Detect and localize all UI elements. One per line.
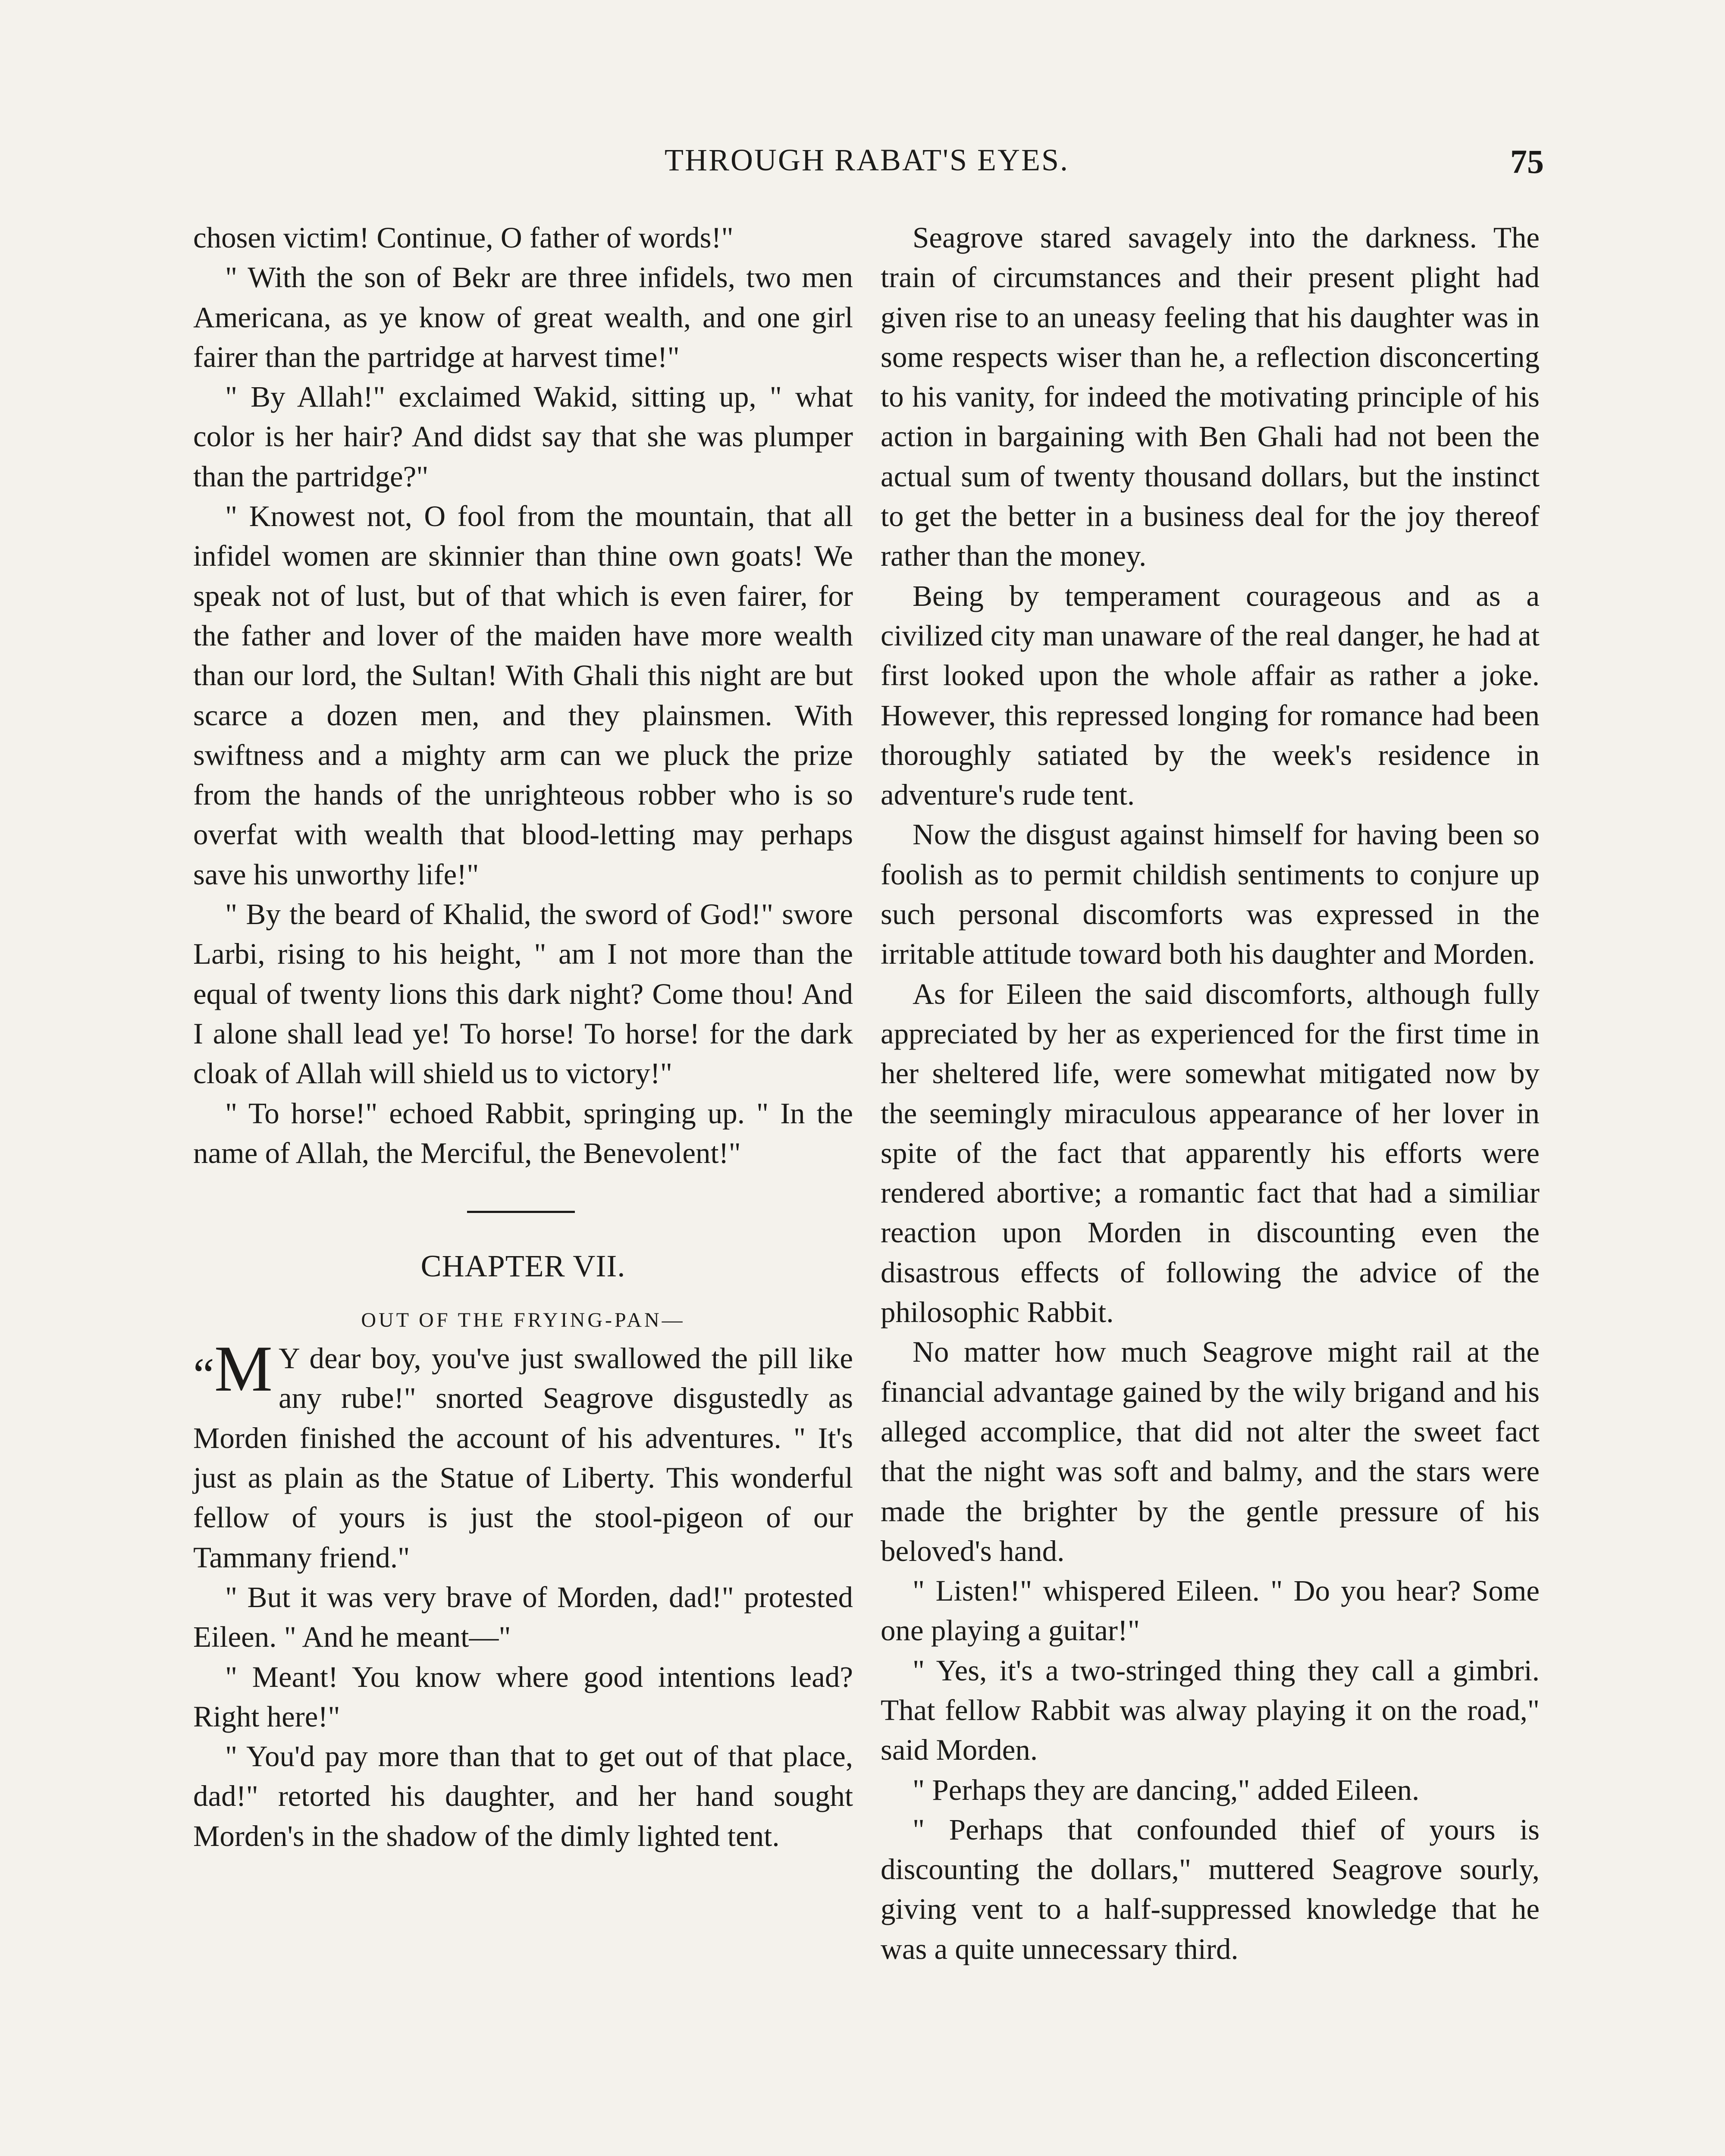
paragraph: " To horse!" echoed Rabbit, springing up. " In the name of Allah, the Merciful, the Benevolent!" [193,1097,853,1169]
drop-cap-letter: M [214,1332,273,1405]
paragraph: As for Eileen the said discomforts, although fully appreciated by her as experienced for the first time in her sheltered life, were somewhat mitigated now by the seemingly miraculous appearance of her lover in spite of the fact that apparently his efforts were rendered abortive; a romantic fact that had a similiar reaction upon Morden in discounting even the disastrous effects of following the advice of the philosophic Rabbit. [881,977,1540,1329]
chapter-subtitle: OUT OF THE FRYING-PAN— [361,1309,685,1332]
chapter-title: CHAPTER VII. [420,1249,626,1284]
right-column [881,218,1540,1969]
section-divider [193,1173,853,1224]
paragraph: " But it was very brave of Morden, dad!" protested Eileen. " And he meant—" [193,1580,853,1654]
paragraph: " Yes, it's a two-stringed thing they call a gimbri. That fellow Rabbit was alway playing it on the road," said Morden. [881,1654,1540,1767]
page-number: 75 [1510,143,1544,180]
paragraph: " By the beard of Khalid, the sword of God!" swore Larbi, rising to his height, " am I not more than the equal of twenty lions this dark night? Come thou! And I alone shall lead ye! To horse! To horse! for the dark cloak of Allah will shield us to victory!" [193,898,853,1090]
paragraph: Seagrove stared savagely into the darkness. The train of circumstances and their present plight had given rise to an uneasy feeling that his daughter was in some respects wiser than he, a reflection disconcerting to his vanity, for indeed the motivating principle of his action in bargaining with Ben Ghali had not been the actual sum of twenty thousand dollars, but the instinct to get the better in a business deal for the joy thereof rather than the money. [881,221,1540,573]
paragraph: " Meant! You know where good intentions lead? Right here!" [193,1660,853,1733]
page-header [190,142,1544,190]
drop-cap [193,1332,279,1405]
left-column [193,218,853,1856]
divider-rule [467,1211,575,1213]
opening-paragraph [193,1332,853,1577]
drop-cap-quote: “ [193,1348,214,1401]
paragraph: " Perhaps that confounded thief of yours is discounting the dollars," muttered Seagrove sourly, giving vent to a half-suppressed knowledge that he was a quite unnecessary third. [881,1813,1540,1965]
paragraph: " You'd pay more than that to get out of that place, dad!" retorted his daughter, and her hand sought Morden's in the shadow of the dimly lighted tent. [193,1740,853,1852]
paragraph: Now the disgust against himself for having been so foolish as to permit childish sentiments to conjure up such personal discomforts was expressed in the irritable attitude toward both his daughter and Morden. [881,818,1540,971]
running-head: THROUGH RABAT'S EYES. [664,143,1070,177]
paragraph: " By Allah!" exclaimed Wakid, sitting up, " what color is her hair? And didst say that she was plumper than the partridge?" [193,380,853,493]
paragraph: " Perhaps they are dancing," added Eileen. [913,1773,1420,1806]
paragraph: " Knowest not, O fool from the mountain, that all infidel women are skinnier than thine own goats! We speak not of lust, but of that which is even fairer, for the father and lover of the maiden have more wealth than our lord, the Sultan! With Ghali this night are but scarce a dozen men, and they plainsmen. With swiftness and a mighty arm can we pluck the prize from the hands of the unrighteous robber who is so overfat with wealth that blood-letting may perhaps save his unworthy life!" [193,500,853,891]
opening-paragraph-text: Y dear boy, you've just swallowed the pill like any rube!" snorted Seagrove disgustedly as Morden finished the account of his adventures. " It's just as plain as the Statue of Liberty. This wonderful fellow of yours is just the stool-pigeon of our Tammany friend." [193,1342,853,1574]
paragraph: " Listen!" whispered Eileen. " Do you hear? Some one playing a guitar!" [881,1574,1540,1647]
paragraph: " With the son of Bekr are three infidels, two men Americana, as ye know of great wealth, and one girl fairer than the partridge at harvest time!" [193,261,853,373]
paragraph: chosen victim! Continue, O father of words!" [193,221,734,254]
paragraph: Being by temperament courageous and as a civilized city man unaware of the real danger, he had at first looked upon the whole affair as rather a joke. However, this repressed longing for romance had been thoroughly satiated by the week's residence in adventure's rude tent. [881,579,1540,812]
paragraph: No matter how much Seagrove might rail at the financial advantage gained by the wily brigand and his alleged accomplice, that did not alter the sweet fact that the night was soft and balmy, and the stars were made the brighter by the gentle pressure of his beloved's hand. [881,1335,1540,1567]
